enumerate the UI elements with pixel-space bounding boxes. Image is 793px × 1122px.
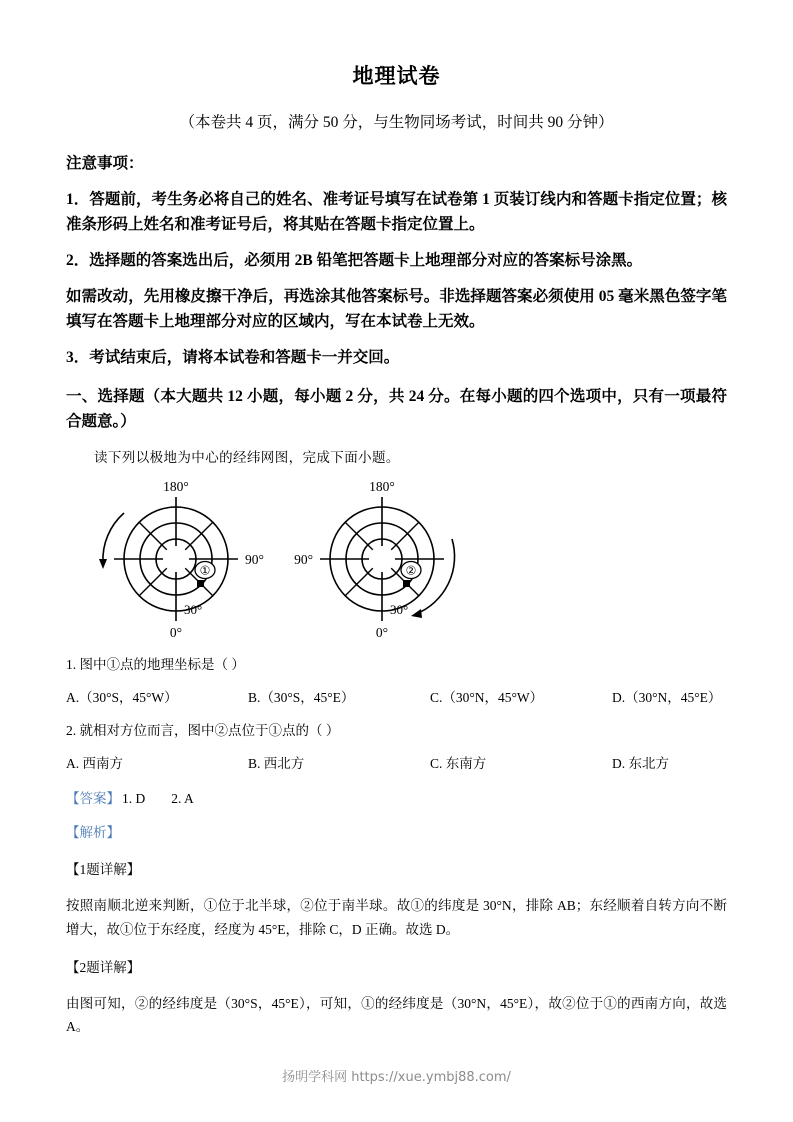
label-30-left: 30° <box>184 601 203 617</box>
answer-value-2: 2. A <box>171 790 194 806</box>
notice-item-2: 2．选择题的答案选出后，必须用 2B 铅笔把答题卡上地理部分对应的答案标号涂黑。 <box>66 251 643 269</box>
figures-container <box>66 477 727 642</box>
polar-grid-diagram-2 <box>294 479 454 640</box>
question-2-option-c[interactable]: C. 东南方 <box>430 756 487 772</box>
label-30-right: 30° <box>390 601 409 617</box>
question-2-stem: 2. 就相对方位而言，图中②点位于①点的（ ） <box>66 723 340 739</box>
document-body <box>66 152 727 1038</box>
explanation-2-heading: 【2题详解】 <box>66 959 141 975</box>
question-2-option-d[interactable]: D. 东北方 <box>612 756 669 772</box>
explanation-1-heading: 【1题详解】 <box>66 862 141 878</box>
polar-grid-diagram-1 <box>99 479 264 640</box>
question-2-options <box>66 754 727 774</box>
notice-heading: 注意事项： <box>66 155 144 173</box>
page-title: 地理试卷 <box>352 64 441 88</box>
footer-watermark: 扬明学科网 https://xue.ymbj88.com/ <box>282 1070 511 1085</box>
answer-block <box>66 789 727 809</box>
explanation-1-text: 按照南顺北逆来判断，①位于北半球，②位于南半球。故①的纬度是 30°N，排除 AB；东经顺着自转方向不断增大，故①位于东经度，经度为 45°E，排除 C，D 正确。故选 D。 <box>66 898 727 937</box>
page-subtitle: （本卷共 4 页，满分 50 分，与生物同场考试，时间共 90 分钟） <box>179 114 614 132</box>
explanation-2-text: 由图可知，②的经纬度是（30°S，45°E），可知，①的经纬度是（30°N，45°E），故②位于①的西南方向，故选 A。 <box>66 996 727 1035</box>
label-0-left: 0° <box>169 624 183 640</box>
question-1-option-d[interactable]: D.（30°N，45°E） <box>612 689 722 705</box>
label-180-right: 180° <box>369 478 395 494</box>
label-90-right: 90° <box>294 551 313 567</box>
answer-value-1: 1. D <box>122 790 146 806</box>
question-2-option-a[interactable]: A. 西南方 <box>66 756 123 772</box>
section-heading: 一、选择题（本大题共 12 小题，每小题 2 分，共 24 分。在每小题的四个选项中，只有一项最符合题意。） <box>66 388 727 431</box>
notice-item-1: 1．答题前，考生务必将自己的姓名、准考证号填写在试卷第 1 页装订线内和答题卡指定位置；核准条形码上姓名和准考证号后，将其贴在答题卡指定位置上。 <box>66 190 727 233</box>
label-180-left: 180° <box>163 478 189 494</box>
point-label-1: ① <box>199 563 211 578</box>
question-1-options <box>66 688 727 708</box>
analysis-tag: 【解析】 <box>66 824 120 840</box>
stem-intro-text: 读下列以极地为中心的经纬网图，完成下面小题。 <box>94 450 400 466</box>
notice-item-4: 3．考试结束后，请将本试卷和答题卡一并交回。 <box>66 349 400 367</box>
polar-grid-figures-svg <box>66 477 666 642</box>
question-1-stem: 1. 图中①点的地理坐标是（ ） <box>66 656 245 672</box>
question-1-option-c[interactable]: C.（30°N，45°W） <box>430 689 544 705</box>
point-label-2: ② <box>405 563 417 578</box>
label-0-right: 0° <box>375 624 389 640</box>
label-90-left: 90° <box>245 551 264 567</box>
answer-tag: 【答案】 <box>66 790 120 806</box>
question-1-option-a[interactable]: A.（30°S，45°W） <box>66 689 178 705</box>
question-2-option-b[interactable]: B. 西北方 <box>248 756 305 772</box>
question-1-option-b[interactable]: B.（30°S，45°E） <box>248 689 355 705</box>
notice-item-3: 如需改动，先用橡皮擦干净后，再选涂其他答案标号。非选择题答案必须使用 05 毫米黑色签字笔填写在答题卡上地理部分对应的区域内，写在本试卷上无效。 <box>66 287 727 331</box>
